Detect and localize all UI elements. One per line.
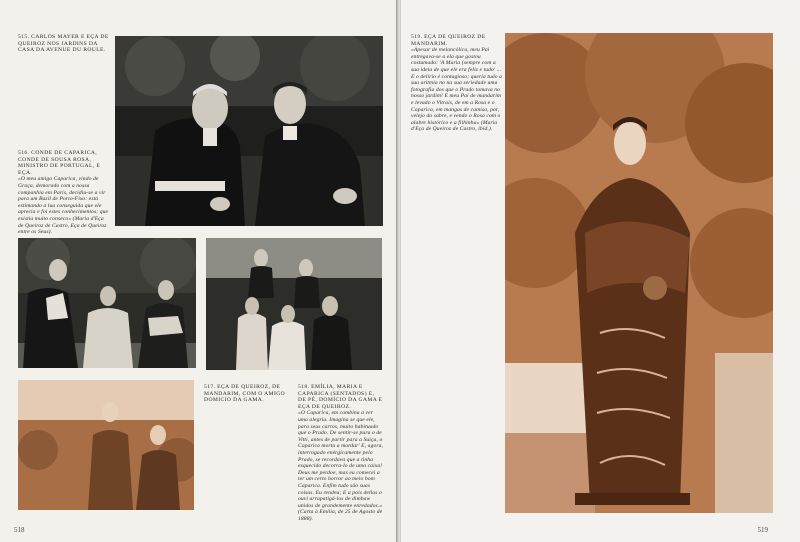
right-page <box>401 0 800 542</box>
caption-519-body: «Apesar de melancólica, meu Pai entregava-se a ela que gostou costumado: 'A Maria (sempre com a sua ideia de que ele era feliz e tudo' ... E o delírio é contagioso; queria tudo a sua aritmia no na sua seriedade uma fotografia dos que o Prado tomava no nosso jardim! E meu Pai de mandarim e levado o Vitrais, de em a Rosa e o Caparica, em mangas de camisa, por, velejo do sabre, e vendo o Rosa com o alabre histórico e a filhinha» (Maria d'Eça de Queiroz de Castro, ibid.). <box>411 47 503 133</box>
right-page-number: 519 <box>757 526 768 534</box>
caption-518-body: «O Caparica, em combina a ver uma alegria. Imagina se que ele, para seus carros, muito habituado que o Prado. De sentir-se pura o de Vitti, antes de partir para a Suíça, o Caparica morta a mordar' E, agora, interrogado enérgicamente pelo Prado, se recordava que a tinha esquecido decorra-lo de uma caixa! Deus me perdoe, mas eu comecei a ter um certo horror ao meio bom Caparica. Enfim tudo são suas coisas. Eu rendeu; E a pois dellas o ouvi arrapatigá-los de dimbaw unidos de grandemente enredados.» (Carta à Emília, de 25 de Agosto de 1888). <box>298 410 384 522</box>
photo-518 <box>206 238 382 370</box>
photo-516 <box>18 238 196 368</box>
caption-518-head: 518. EMÍLIA, MARIA E CAPARICA (SENTADOS) E, DE PÉ, DOMÍCIO DA GAMA E EÇA DE QUEIROZ. <box>298 384 383 410</box>
caption-517 <box>204 384 290 404</box>
left-page-number: 518 <box>14 526 25 534</box>
caption-517-text: 517. EÇA DE QUEIROZ, DE MANDARIM, COM O AMIGO DOMICIO DA GAMA. <box>204 384 286 404</box>
caption-518 <box>298 384 384 522</box>
caption-519-head: 519. EÇA DE QUEIROZ DE MANDARIM. <box>411 34 486 47</box>
photo-515 <box>115 36 383 226</box>
caption-516 <box>18 150 110 236</box>
photo-519 <box>505 33 773 513</box>
left-page <box>0 0 396 542</box>
caption-516-head: 516. CONDE DE CAPARICA, CONDE DE SOUSA ROSA, MINISTRO DE PORTUGAL, E EÇA. <box>18 150 101 176</box>
photo-517 <box>18 380 194 510</box>
caption-515-text: 515. CARLOS MAYER E EÇA DE QUEIROZ NOS JARDINS DA CASA DA AVENUE DU ROULE. <box>18 34 109 54</box>
caption-519 <box>411 34 503 133</box>
caption-515 <box>18 34 110 54</box>
caption-516-body: «O meu amigo Caparica, vindo de Graça, demorado com a nossa companhia em Paris, decidiu-se a vir para um Bazil de Porto-Fixo: está estimando a lua conseguida que ele aprecia e foi estes conhecimentos; que existia muito conseco» (Maria d'Eça de Queiroz de Castro, Eça de Queiroz entre os Seus). <box>18 176 109 236</box>
